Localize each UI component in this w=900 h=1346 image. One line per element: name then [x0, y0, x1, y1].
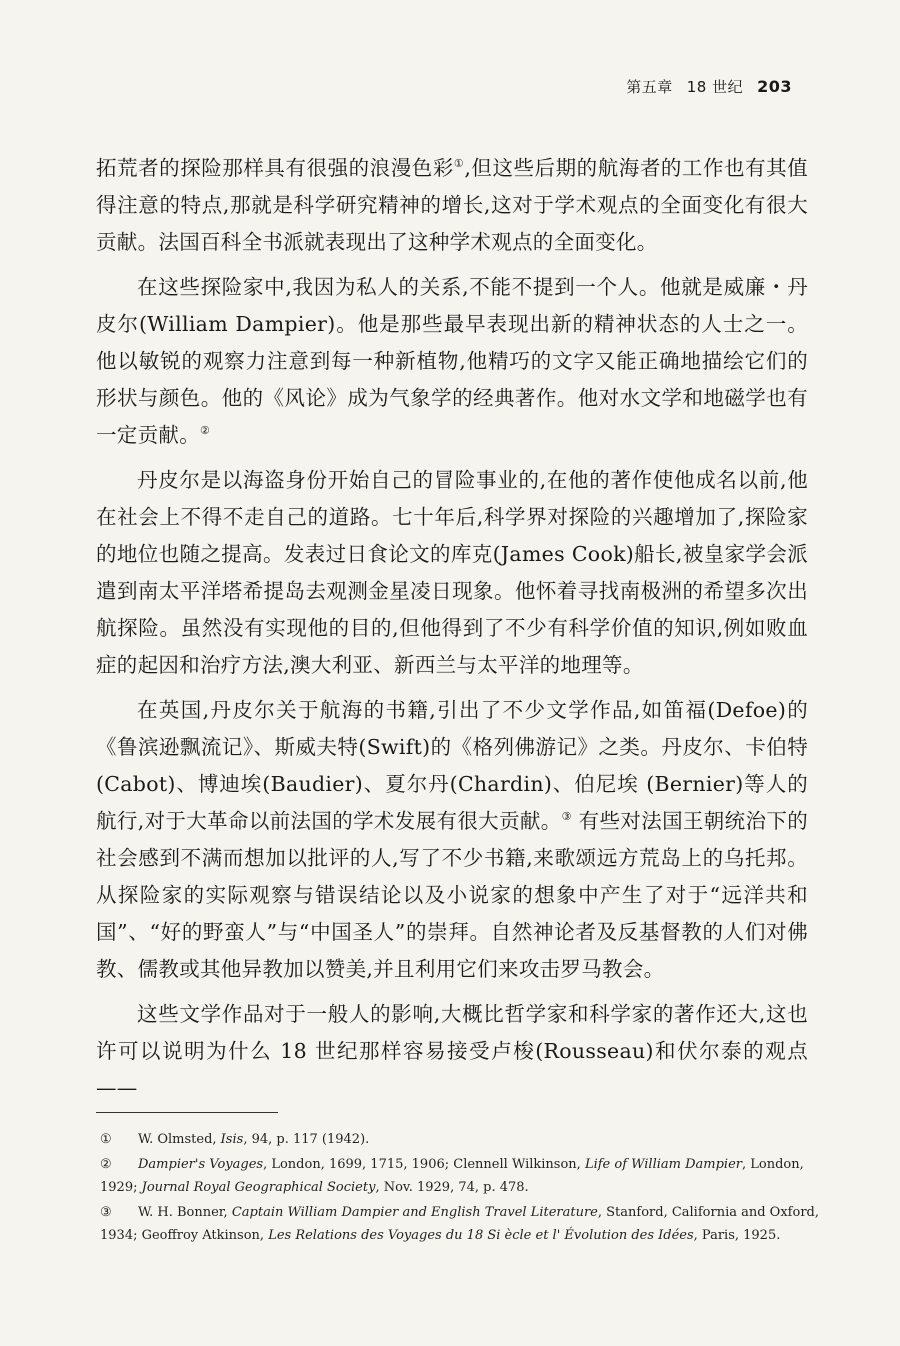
running-header	[626, 76, 792, 97]
footnote-2-seg-0: Dampier's Voyages	[138, 1157, 264, 1172]
footnote-1	[100, 1128, 822, 1151]
footnote-1-seg-2: , 94, p. 117 (1942).	[243, 1132, 370, 1147]
footnote-mark: ③	[100, 1205, 112, 1220]
chapter-label: 第五章	[626, 78, 673, 96]
footnotes	[100, 1128, 822, 1249]
footnote-2-seg-4: Journal Royal Geographical Society	[141, 1180, 376, 1195]
footnote-3-seg-4: , Paris, 1925.	[693, 1228, 781, 1243]
footnote-3-seg-3: Les Relations des Voyages du 18 Si ècle et l' Évolution des Idées	[268, 1228, 694, 1243]
footnote-3-seg-0: W. H. Bonner,	[138, 1205, 232, 1220]
section-label: 18 世纪	[686, 78, 744, 96]
footnote-divider	[96, 1112, 278, 1113]
footnote-ref-2[interactable]: ②	[200, 424, 211, 438]
footnote-3-seg-1: Captain William Dampier and English Travel Literature	[231, 1205, 598, 1220]
footnote-1-seg-1: Isis	[220, 1132, 244, 1147]
footnote-3-seg-2: , Stanford, California and Oxford, 1934; Geoffroy Atkinson,	[100, 1205, 819, 1243]
paragraph-3: 丹皮尔是以海盗身份开始自己的冒险事业的,在他的著作使他成名以前,他在社会上不得不走自己的道路。七十年后,科学界对探险的兴趣增加了,探险家的地位也随之提高。发表过日食论文的库克(James Cook)船长,被皇家学会派遣到南太平洋塔希提岛去观测金星凌日现象。他怀着寻找南极洲的希望多次出航探险。虽然没有实现他的目的,但他得到了不少有科学价值的知识,例如败血症的起因和治疗方法,澳大利亚、新西兰与太平洋的地理等。	[96, 468, 808, 677]
footnote-2-seg-5: , Nov. 1929, 74, p. 478.	[375, 1180, 529, 1195]
footnote-ref-1[interactable]: ①	[453, 157, 465, 171]
footnote-mark: ②	[100, 1157, 112, 1172]
body-text	[96, 150, 808, 1107]
footnote-3	[100, 1201, 822, 1247]
footnote-mark: ①	[100, 1132, 112, 1147]
footnote-2-seg-1: , London, 1699, 1715, 1906; Clennell Wilkinson,	[263, 1157, 585, 1172]
footnote-1-seg-0: W. Olmsted,	[138, 1132, 221, 1147]
paragraph-2: 在这些探险家中,我因为私人的关系,不能不提到一个人。他就是威廉・丹皮尔(William Dampier)。他是那些最早表现出新的精神状态的人士之一。他以敏锐的观察力注意到每一种新植物,他精巧的文字又能正确地描绘它们的形状与颜色。他的《风论》成为气象学的经典著作。他对水文学和地磁学也有一定贡献。②	[96, 275, 808, 447]
paragraph-5: 这些文学作品对于一般人的影响,大概比哲学家和科学家的著作还大,这也许可以说明为什么 18 世纪那样容易接受卢梭(Rousseau)和伏尔泰的观点——	[96, 1002, 808, 1100]
page-number: 203	[757, 77, 792, 96]
footnote-2-seg-2: Life of William Dampier	[584, 1157, 742, 1172]
footnote-2	[100, 1153, 822, 1199]
footnote-ref-3[interactable]: ③	[561, 810, 572, 824]
footnote-2-seg-3: , London, 1929;	[100, 1157, 804, 1195]
paragraph-1: 拓荒者的探险那样具有很强的浪漫色彩①,但这些后期的航海者的工作也有其值得注意的特点,那就是科学研究精神的增长,这对于学术观点的全面变化有很大贡献。法国百科全书派就表现出了这种学术观点的全面变化。	[96, 156, 808, 254]
paragraph-4: 在英国,丹皮尔关于航海的书籍,引出了不少文学作品,如笛福(Defoe)的《鲁滨逊飘流记》、斯威夫特(Swift)的《格列佛游记》之类。丹皮尔、卡伯特(Cabot)、博迪埃(Baudier)、夏尔丹(Chardin)、伯尼埃 (Bernier)等人的航行,对于大革命以前法国的学术发展有很大贡献。③ 有些对法国王朝统治下的社会感到不满而想加以批评的人,写了不少书籍,来歌颂远方荒岛上的乌托邦。从探险家的实际观察与错误结论以及小说家的想象中产生了对于“远洋共和国”、“好的野蛮人”与“中国圣人”的崇拜。自然神论者及反基督教的人们对佛教、儒教或其他异教加以赞美,并且利用它们来攻击罗马教会。	[96, 698, 808, 981]
